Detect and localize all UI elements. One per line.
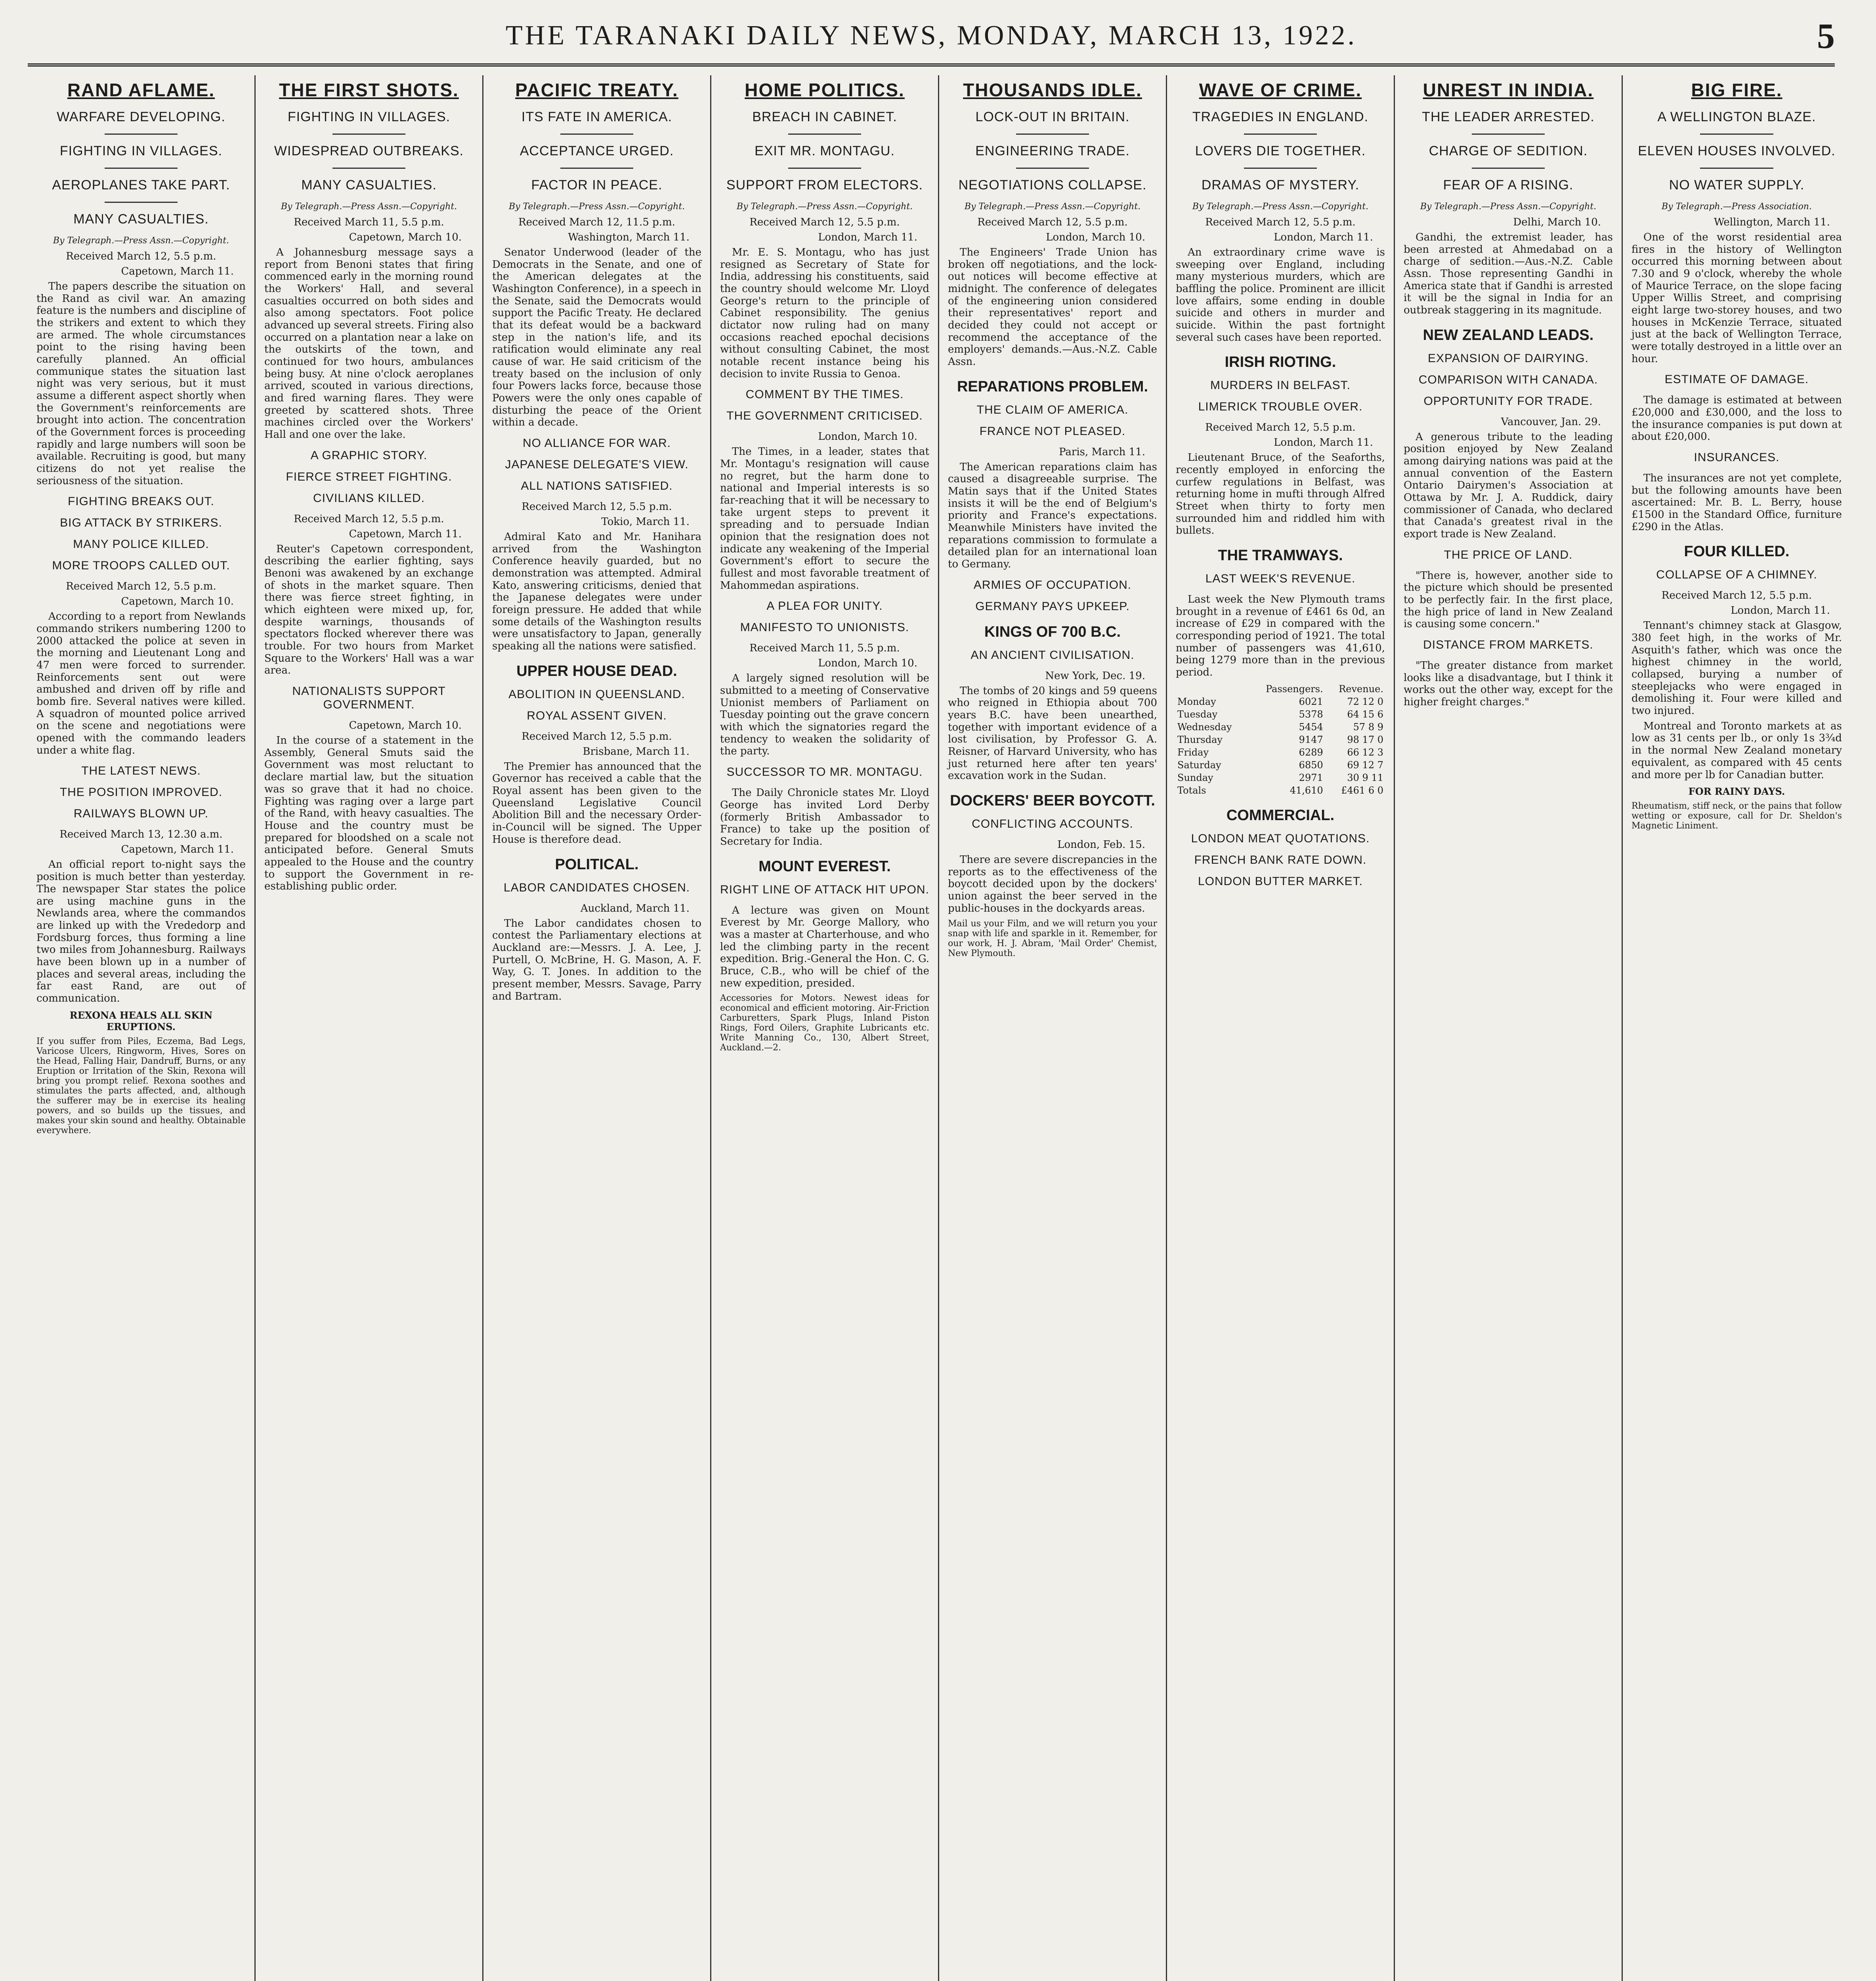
minor-heading: ESTIMATE OF DAMAGE. [1664,373,1809,386]
subhead: FACTOR IN PEACE. [531,177,663,193]
subhead: TRAGEDIES IN ENGLAND. [1192,109,1369,124]
divider [1472,134,1545,135]
minor-heading: ROYAL ASSENT GIVEN. [527,709,667,722]
table-row [1176,733,1385,746]
credit-line: By Telegraph.—Press Assn.—Copyright. [281,202,457,212]
article-body: Last week the New Plymouth trams brought in a revenue of £461 6s 0d, an increase of £29 in compared with the corresponding period of 1921. The total number of passengers was 41,610, being 1279 more than in the previous period. [1176,594,1385,679]
minor-heading: ABOLITION IN QUEENSLAND. [508,687,685,701]
table-cell: Monday [1177,696,1216,707]
subhead: DRAMAS OF MYSTERY. [1201,177,1360,193]
table-cell: 6850 [1299,759,1323,771]
divider [560,168,634,169]
credit-line: By Telegraph.—Press Assn.—Copyright. [1192,202,1369,212]
article-body: The insurances are not yet complete, but the following amounts have been ascertained: Mr. B. L. Berry, house £1500 in the Standard Office, furniture £290 in the Atlas. [1631,472,1842,533]
article-body: The papers describe the situation on the Rand as civil war. An amazing feature is the numbers and discipline of the strikers and extent to which they are armed. The whole circumstances point to the rising having been carefully planned. An official communique states the situation last night was very serious, but it must assume a different aspect shortly when the Government's reinforcements are brought into action. The concentration of the Government forces is proceeding rapidly and large numbers will soon be available. Recruiting is good, but many citizens do not yet realise the seriousness of the situation. [36,281,246,487]
minor-heading: NO ALLIANCE FOR WAR. [523,437,671,450]
table-cell: 98 17 0 [1347,734,1383,745]
table-total-row [1176,784,1385,797]
divider [788,168,862,169]
minor-heading: THE CLAIM OF AMERICA. [976,403,1129,416]
divider [1244,168,1317,169]
section-heading: IRISH RIOTING. [1225,354,1336,371]
headline: BIG FIRE. [1691,80,1782,100]
dateline: Capetown, March 11. [349,528,462,540]
credit-line: By Telegraph.—Press Assn.—Copyright. [736,202,913,212]
section-heading: COMMERCIAL. [1226,807,1335,824]
article-body: The damage is estimated at between £20,000 and £30,000, and the loss to the insurance companies is put down at about £20,000. [1631,394,1842,443]
credit-line: By Telegraph.—Press Assn.—Copyright. [964,202,1141,212]
minor-heading: EXPANSION OF DAIRYING. [1428,351,1589,365]
received-line: Received March 12, 5.5 p.m. [1661,590,1812,602]
table-cell: Friday [1177,746,1209,758]
column-8 [1623,75,1851,1981]
table-cell: 9147 [1299,734,1323,745]
article-body: The Times, in a leader, states that Mr. Montagu's resignation will cause no regret, but the harm done to national and Imperial interests is so far-reaching that it will be necessary to take urgent steps to prevent it spreading and to persuade Indian opinion that the resignation does not indicate any weakening of the Imperial Government's effort to secure the fullest and most favorable treatment of Mahommedan aspirations. [720,446,929,592]
received-line: Received March 12, 5.5 p.m. [66,250,216,262]
subhead: MANY CASUALTIES. [301,177,437,193]
table-cell: 64 15 6 [1347,708,1383,720]
headline: RAND AFLAME. [67,80,215,100]
table-cell: Thursday [1177,734,1223,745]
divider [332,168,406,169]
table-row [1176,708,1385,721]
divider [1472,168,1545,169]
minor-heading: THE PRICE OF LAND. [1444,548,1573,561]
dateline: London, March 11. [1274,437,1373,449]
table-header: Passengers. [1266,683,1323,695]
table-cell: 57 8 9 [1353,721,1383,733]
dateline: Auckland, March 11. [580,902,690,914]
subhead: WIDESPREAD OUTBREAKS. [274,143,464,158]
table-cell: 30 9 11 [1347,772,1383,783]
article-body: The Engineers' Trade Union has broken off negotiations, and the lock-out notices will become effective at midnight. The conference of delegates of the engineering union considered their representatives' report and decided they could not accept or recommend the acceptance of the employers' demands.—Aus.-N.Z. Cable Assn. [948,246,1157,368]
table-cell: 41,610 [1290,784,1323,796]
divider [1700,168,1774,169]
minor-heading: LAST WEEK'S REVENUE. [1205,572,1356,586]
table-cell: £461 6 0 [1341,784,1383,796]
minor-heading: GERMANY PAYS UPKEEP. [975,599,1130,613]
divider [1016,168,1089,169]
table-cell: 66 12 3 [1347,746,1383,758]
tramways-revenue-table [1176,683,1385,797]
subhead: NO WATER SUPPLY. [1669,177,1805,193]
credit-line: By Telegraph.—Press Association. [1662,202,1812,212]
table-header [1176,683,1248,695]
article-body: One of the worst residential area fires in the history of Wellington occurred this morning between about 7.30 and 9 o'clock, whereby the whole of Maurice Terrace, on the slope facing Upper Willis Street, and comprising eight large two-storey houses, and two houses in McKenzie Terrace, situated just at the back of Wellington Terrace, were totally destroyed in a little over an hour. [1631,231,1842,365]
received-line: Received March 12, 5.5 p.m. [1205,422,1356,434]
table-cell: Saturday [1177,759,1221,771]
advertisement-body: If you suffer from Piles, Eczema, Bad Legs, Varicose Ulcers, Ringworm, Hives, Sores on the Head, Falling Hair, Dandruff, Burns, or any Eruption or Irritation of the Skin, Rexona will bring you prompt relief. Rexona soothes and stimulates the parts affected, and, although the sufferer may be in exercise its healing powers, and so builds up the tissues, and makes your skin sound and healthy. Obtainable everywhere. [36,1036,246,1136]
columns [28,75,1851,1981]
minor-heading: NATIONALISTS SUPPORT GOVERNMENT. [292,685,446,712]
article-body: Montreal and Toronto markets at as low as 31 cents per lb., or only 1s 3¾d in the normal New Zealand monetary equivalent, as compared with 45 cents and more per lb for Canadian butter. [1631,720,1842,781]
dateline: London, March 10. [818,431,917,443]
advertisement-title: FOR RAINY DAYS. [1688,786,1785,798]
table-cell: 6289 [1299,746,1323,758]
divider [105,168,178,169]
credit-line: By Telegraph.—Press Assn.—Copyright. [508,202,685,212]
section-heading: FOUR KILLED. [1684,543,1790,560]
table-header-row [1176,683,1385,695]
credit-line: By Telegraph.—Press Assn.—Copyright. [1420,202,1597,212]
dateline: London, March 11. [1274,231,1373,243]
subhead: ENGINEERING TRADE. [975,143,1130,158]
column-3 [483,75,711,1981]
article-body: Senator Underwood (leader of the Democrats in the Senate, and one of the American delegates at the Washington Conference), in a speech in the Senate, said the Democrats would support the Pacific Treaty. He declared that its defeat would be a backward step in the nation's life, and its ratification would eliminate any real cause of war. He said criticism of the treaty based on the inclusion of only four Powers lacks force, because those Powers were the only ones capable of disturbing the peace of the Orient within a decade. [492,246,701,429]
dateline: Washington, March 11. [568,231,690,243]
dateline: London, March 10. [818,657,917,670]
minor-heading: SUCCESSOR TO MR. MONTAGU. [726,765,923,779]
section-heading: UPPER HOUSE DEAD. [516,662,677,679]
minor-heading: LABOR CANDIDATES CHOSEN. [503,881,690,894]
divider [105,134,178,135]
received-line: Received March 12, 5.5 p.m. [749,216,900,228]
divider [105,202,178,203]
received-line: Received March 12, 5.5 p.m. [522,501,672,513]
table-cell: 5454 [1299,721,1323,733]
article-body: The American reparations claim has caused a disagreeable surprise. The Matin says that if the United States insists it will be the end of Belgium's priority and France's expectations. Meanwhile Ministers have invited the reparations commission to formulate a detailed plan for an international loan to Germany. [948,461,1157,571]
section-heading: KINGS OF 700 B.C. [984,623,1121,640]
minor-heading: THE GOVERNMENT CRITICISED. [726,409,923,423]
table-row [1176,759,1385,771]
divider [1244,134,1317,135]
article-body: Gandhi, the extremist leader, has been arrested at Ahmedabad on a charge of sedition.—Aus.-N.Z. Cable Assn. Those representing Gandhi in America state that if Gandhi is arrested it will be the signal in India for an outbreak staggering in its magnitude. [1404,231,1613,317]
subhead: A WELLINGTON BLAZE. [1657,109,1816,124]
section-heading: POLITICAL. [555,856,639,873]
column-1 [28,75,256,1981]
subhead: FIGHTING IN VILLAGES. [59,143,223,158]
minor-heading: MANIFESTO TO UNIONISTS. [740,621,909,634]
received-line: Received March 12, 5.5 p.m. [66,580,216,593]
minor-heading: A GRAPHIC STORY. [310,448,428,462]
dateline: London, March 10. [1046,231,1145,243]
table-cell: 69 12 7 [1347,759,1383,771]
minor-heading: FIGHTING BREAKS OUT. [67,495,215,508]
advertisement-title: REXONA HEALS ALL SKIN ERUPTIONS. [69,1009,213,1032]
minor-heading: FRANCE NOT PLEASED. [979,424,1126,438]
article-body: The tombs of 20 kings and 59 queens who reigned in Ethiopia about 700 years B.C. have been unearthed, together with important evidence of a lost civilisation, by Professor G. A. Reisner, of Harvard University, who has just returned here after ten years' excavation work in the Sudan. [948,685,1157,782]
minor-heading: RIGHT LINE OF ATTACK HIT UPON. [720,883,929,896]
minor-heading: COMMENT BY THE TIMES. [745,388,904,401]
section-heading: NEW ZEALAND LEADS. [1423,326,1594,344]
masthead: THE TARANAKI DAILY NEWS, MONDAY, MARCH 13, 1922. [506,20,1357,51]
article-body: Lieutenant Bruce, of the Seaforths, recently employed in enforcing the curfew regulations in Belfast, was returning home in mufti through Alfred Street when thirty to forty men surrounded him and riddled him with bullets. [1176,452,1385,537]
subhead: ITS FATE IN AMERICA. [521,109,672,124]
minor-heading: LONDON MEAT QUOTATIONS. [1191,832,1370,845]
minor-heading: RAILWAYS BLOWN UP. [73,807,209,821]
minor-heading: DISTANCE FROM MARKETS. [1423,638,1593,652]
subhead: THE LEADER ARRESTED. [1422,109,1595,124]
minor-heading: THE LATEST NEWS. [81,764,201,778]
divider [560,134,634,135]
advertisement-body: Accessories for Motors. Newest ideas for economical and efficient motoring. Air-Friction Carburetters, Spark Plugs, Inland Piston Rings, Ford Oilers, Graphite Lubricants etc. Write Manning Co., 130, Albert Street, Auckland.—2. [720,993,929,1053]
dateline: Brisbane, March 11. [583,745,690,758]
article-body: An extraordinary crime wave is sweeping over England, including many mysterious murders, which are baffling the police. Prominent are illicit love affairs, some ending in double suicide and others in murder and suicide. Within the past fortnight several such cases have been reported. [1176,246,1385,344]
received-line: Received March 13, 12.30 a.m. [59,828,223,841]
minor-heading: OPPORTUNITY FOR TRADE. [1423,394,1593,408]
received-line: Received March 12, 5.5 p.m. [522,730,672,742]
article-body: A largely signed resolution will be submitted to a meeting of Conservative Unionist members of Parliament on Tuesday pointing out the grave concern with which the signatories regard the tendency to weaken the solidarity of the party. [720,672,929,758]
headline: HOME POLITICS. [745,80,905,100]
article-body: A Johannesburg message says a report from Benoni states that firing commenced early in the morning round the Workers' Hall, and several casualties occurred on both sides and also among spectators. Foot police advanced up several streets. Firing also occurred on a plantation near a lake on the outskirts of the town, and continued for two hours, ambulances being busy. At nine o'clock aeroplanes arrived, scouted in various directions, and fired warning flares. They were greeted by scattered shots. Three machines circled over the Workers' Hall and one over the lake. [264,246,474,441]
headline: UNREST IN INDIA. [1423,80,1594,100]
page-number: 5 [1817,17,1835,56]
table-row [1176,721,1385,733]
divider [1700,134,1774,135]
table-row [1176,695,1385,708]
headline: THE FIRST SHOTS. [279,80,459,100]
column-7 [1395,75,1623,1981]
subhead: NEGOTIATIONS COLLAPSE. [958,177,1147,193]
minor-heading: FRENCH BANK RATE DOWN. [1194,853,1367,866]
table-cell: 6021 [1299,696,1323,707]
received-line: Received March 12, 5.5 p.m. [294,513,444,525]
article-body: A generous tribute to the leading position enjoyed by New Zealand among dairying nations was paid at the annual convention of the Eastern Ontario Dairymen's Association at Ottawa by Mr. J. A. Ruddick, dairy commissioner of Canada, who declared that Canada's greatest rival in the export trade is New Zealand. [1404,431,1613,540]
subhead: SUPPORT FROM ELECTORS. [726,177,923,193]
minor-heading: ARMIES OF OCCUPATION. [973,578,1132,592]
article-body: The Daily Chronicle states Mr. Lloyd George has invited Lord Derby (formerly British Ambassador to France) to take up the position of Secretary for India. [720,787,929,847]
table-cell: 2971 [1299,772,1323,783]
dateline: Capetown, March 11. [121,844,234,856]
table-row [1176,771,1385,784]
article-body: "There is, however, another side to the picture which should be presented to be perfectly fair. In the first place, the high price of land in New Zealand is causing some concern." [1404,569,1613,630]
article-body: Reuter's Capetown correspondent, describing the earlier fighting, says Benoni was awakened by an exchange of shots in the market square. Then there was fierce street fighting, in which eighteen were mixed up, for, despite warnings, thousands of spectators flocked wherever there was trouble. For two hours from Market Square to the Workers' Hall was a war area. [264,543,474,677]
table-cell: Totals [1177,784,1206,796]
minor-heading: COLLAPSE OF A CHIMNEY. [1656,568,1817,582]
dateline: London, Feb. 15. [1057,839,1145,851]
article-body: An official report to-night says the position is much better than yesterday. The newspaper Star states the police are using machine guns in the Newlands area, where the commandos are linked up with the Vrededorp and Fordsburg forces, thus forming a line two miles from Johannesburg. Railways have been blown up in a number of places and several areas, including the far east Rand, are out of communication. [36,859,246,1004]
dateline: Wellington, March 11. [1714,216,1830,228]
subhead: AEROPLANES TAKE PART. [52,177,230,193]
minor-heading: JAPANESE DELEGATE'S VIEW. [505,458,689,471]
minor-heading: LIMERICK TROUBLE OVER. [1198,400,1363,414]
subhead: WARFARE DEVELOPING. [57,109,225,124]
minor-heading: INSURANCES. [1694,451,1780,464]
article-body: Admiral Kato and Mr. Hanihara arrived from the Washington Conference heavily guarded, but no demonstration was attempted. Admiral Kato, answering criticisms, denied that the Japanese delegates were under foreign pressure. He added that while some details of the Washington results were unsatisfactory to Japan, generally speaking all the nations were satisfied. [492,531,701,653]
article-body: "The greater distance from market looks like a disadvantage, but I think it works out the other way, except for the higher freight charges." [1404,660,1613,708]
page-header [28,16,1835,67]
divider [332,134,406,135]
minor-heading: CIVILIANS KILLED. [313,491,425,505]
article-body: The Premier has announced that the Governor has received a cable that the Royal assent has been given to the Queensland Legislative Council Abolition Bill and the necessary Order-in-Council will be signed. The Upper House is therefore dead. [492,760,701,845]
subhead: ELEVEN HOUSES INVOLVED. [1638,143,1836,158]
dateline: New York, Dec. 19. [1045,670,1145,682]
divider [1016,134,1089,135]
dateline: Capetown, March 10. [349,231,462,243]
divider [788,134,862,135]
minor-heading: FIERCE STREET FIGHTING. [286,470,452,483]
subhead: LOCK-OUT IN BRITAIN. [975,109,1130,124]
dateline: London, March 11. [818,231,917,243]
article-body: Tennant's chimney stack at Glasgow, 380 feet high, in the works of Mr. Asquith's father, which was once the highest chimney in the world, collapsed, burying a number of steeplejacks who were engaged in demolishing it. Four were killed and two injured. [1631,620,1842,717]
advertisement-body: Rheumatism, stiff neck, or the pains that follow wetting or exposure, call for Dr. Sheldon's Magnetic Liniment. [1631,801,1842,831]
minor-heading: MANY POLICE KILLED. [73,538,209,551]
advertisement-body: Mail us your Film, and we will return you your snap with life and sparkle in it. Remember, for our work, H. J. Abram, 'Mail Order' Chemist, New Plymouth. [948,918,1157,958]
received-line: Received March 11, 5.5 p.m. [294,216,444,228]
subhead: MANY CASUALTIES. [73,212,209,227]
dateline: Delhi, March 10. [1513,216,1601,228]
section-heading: REPARATIONS PROBLEM. [957,378,1148,395]
credit-line: By Telegraph.—Press Assn.—Copyright. [53,236,229,246]
minor-heading: A PLEA FOR UNITY. [766,599,883,613]
received-line: Received March 11, 5.5 p.m. [749,642,900,655]
column-2 [256,75,483,1981]
headline: PACIFIC TREATY. [515,80,678,100]
table-row [1176,746,1385,759]
dateline: Capetown, March 10. [121,595,234,608]
minor-heading: CONFLICTING ACCOUNTS. [972,817,1133,831]
article-body: The Labor candidates chosen to contest the Parliamentary elections at Auckland are:—Messrs. J. A. Lee, J. Purtell, O. McBrine, H. G. Mason, A. F. Way, G. T. Jones. In addition to the present member, Messrs. Savage, Parry and Bartram. [492,917,701,1002]
dateline: Capetown, March 10. [349,719,462,732]
article-body: A lecture was given on Mount Everest by Mr. George Mallory, who was a master at Charterhouse, and who led the climbing party in the recent expedition. Brig.-General the Hon. C. G. Bruce, C.B., who will be chief of the new expedition, presided. [720,904,929,989]
headline: THOUSANDS IDLE. [963,80,1142,100]
dateline: Tokio, March 11. [601,516,690,528]
received-line: Received March 12, 5.5 p.m. [977,216,1128,228]
minor-heading: LONDON BUTTER MARKET. [1198,874,1363,888]
minor-heading: THE POSITION IMPROVED. [59,786,223,799]
dateline: London, March 11. [1731,605,1830,617]
column-5 [939,75,1167,1981]
minor-heading: MORE TROOPS CALLED OUT. [52,559,230,573]
received-line: Received March 12, 5.5 p.m. [1205,216,1356,228]
subhead: LOVERS DIE TOGETHER. [1195,143,1366,158]
subhead: EXIT MR. MONTAGU. [755,143,895,158]
article-body: According to a report from Newlands commando strikers numbering 1200 to 2000 attacked the police at seven in the morning and Lieutenant Long and 47 men were forced to surrender. Reinforcements sent out were ambushed and driven off by rifle and bomb fire. Several natives were killed. A squadron of mounted police arrived on the scene and negotiations were opened with the commando leaders under a white flag. [36,611,246,756]
table-cell: 72 12 0 [1347,696,1383,707]
section-heading: MOUNT EVEREST. [758,858,891,875]
section-heading: DOCKERS' BEER BOYCOTT. [950,792,1155,809]
table-cell: Wednesday [1177,721,1232,733]
column-4 [711,75,939,1981]
minor-heading: COMPARISON WITH CANADA. [1418,373,1598,386]
minor-heading: ALL NATIONS SATISFIED. [521,479,673,493]
dateline: Paris, March 11. [1059,446,1145,458]
subhead: ACCEPTANCE URGED. [520,143,674,158]
headline: WAVE OF CRIME. [1199,80,1362,100]
article-body: Mr. E. S. Montagu, who has just resigned as Secretary of State for India, addressing his constituents, said the country should welcome Mr. Lloyd George's return to the principle of Cabinet responsibility. The genius dictator now ruling had on many occasions reached epochal decisions without consulting Cabinet, the most notable recent instance being his decision to invite Russia to Genoa. [720,246,929,380]
dateline: Vancouver, Jan. 29. [1501,416,1601,428]
subhead: BREACH IN CABINET. [752,109,897,124]
section-heading: THE TRAMWAYS. [1218,547,1343,564]
article-body: There are severe discrepancies in the reports as to the effectiveness of the boycott decided upon by the dockers' union against the beer served in the public-houses in the dockyards areas. [948,854,1157,914]
subhead: FIGHTING IN VILLAGES. [287,109,451,124]
table-header: Revenue. [1339,683,1383,695]
article-body: In the course of a statement in the Assembly, General Smuts said the Government was most reluctant to declare martial law, but the situation was so grave that it had no choice. Fighting was raging over a large part of the Rand, with heavy casualties. The House and the country must be prepared for bloodshed on a scale not anticipated before. General Smuts appealed to the House and the country to support the Government in re-establishing public order. [264,735,474,893]
table-cell: Sunday [1177,772,1213,783]
table-cell: 5378 [1299,708,1323,720]
minor-heading: BIG ATTACK BY STRIKERS. [60,516,222,530]
minor-heading: MURDERS IN BELFAST. [1210,379,1351,392]
table-cell: Tuesday [1177,708,1218,720]
subhead: FEAR OF A RISING. [1443,177,1574,193]
column-6 [1167,75,1395,1981]
subhead: CHARGE OF SEDITION. [1429,143,1588,158]
received-line: Received March 12, 11.5 p.m. [518,216,675,228]
dateline: Capetown, March 11. [121,265,234,277]
minor-heading: AN ANCIENT CIVILISATION. [970,648,1135,662]
